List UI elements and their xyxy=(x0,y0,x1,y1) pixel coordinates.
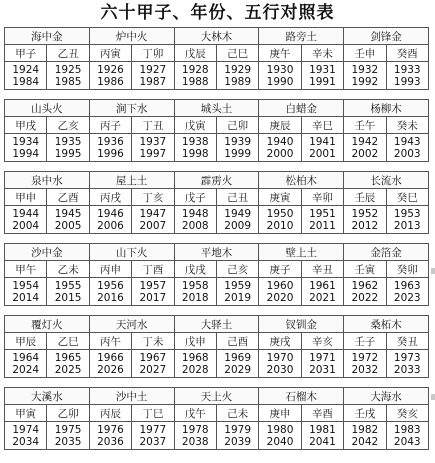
year-cell xyxy=(386,422,428,450)
nayin-row xyxy=(5,388,429,405)
nayin-row xyxy=(5,172,429,189)
year-second-cycle: 2043 xyxy=(393,435,421,448)
ganzhi-cell: 乙巳 xyxy=(47,333,89,350)
years-row xyxy=(5,62,429,90)
block-separator xyxy=(5,378,429,388)
year-first-cycle: 1937 xyxy=(139,135,167,148)
ganzhi-cell: 乙酉 xyxy=(47,189,89,206)
ganzhi-cell: 己酉 xyxy=(216,333,258,350)
year-first-cycle: 1971 xyxy=(309,351,336,364)
ganzhi-cell: 戊申 xyxy=(174,333,216,350)
year-cell xyxy=(47,206,89,234)
year-cell xyxy=(89,206,131,234)
year-second-cycle: 2021 xyxy=(309,291,336,304)
year-second-cycle: 1985 xyxy=(54,75,82,88)
year-second-cycle: 1993 xyxy=(393,75,421,88)
year-first-cycle: 1978 xyxy=(181,423,209,436)
year-cell xyxy=(259,278,301,306)
year-cell xyxy=(386,206,428,234)
ganzhi-cell: 戊子 xyxy=(174,189,216,206)
year-second-cycle: 2011 xyxy=(309,219,336,232)
year-second-cycle: 2031 xyxy=(309,363,336,376)
ganzhi-cell: 甲辰 xyxy=(5,333,47,350)
year-cell xyxy=(301,62,343,90)
ganzhi-cell: 乙亥 xyxy=(47,117,89,134)
year-second-cycle: 1984 xyxy=(12,75,40,88)
ganzhi-cell: 壬戌 xyxy=(344,405,386,422)
year-second-cycle: 1987 xyxy=(139,75,167,88)
year-second-cycle: 2005 xyxy=(54,219,82,232)
nayin-element-cell: 大驿土 xyxy=(174,316,259,333)
year-second-cycle: 2039 xyxy=(224,435,252,448)
year-second-cycle: 2028 xyxy=(181,363,209,376)
block-separator xyxy=(5,90,429,100)
year-cell xyxy=(47,278,89,306)
year-cell xyxy=(5,422,47,450)
ganzhi-cell: 癸亥 xyxy=(386,405,428,422)
nayin-element-cell: 杨柳木 xyxy=(344,100,429,117)
ganzhi-cell: 辛亥 xyxy=(301,333,343,350)
year-first-cycle: 1950 xyxy=(266,207,294,220)
year-cell xyxy=(386,278,428,306)
year-cell xyxy=(89,422,131,450)
year-cell xyxy=(216,350,258,378)
ganzhi-cell: 己亥 xyxy=(216,261,258,278)
year-first-cycle: 1951 xyxy=(309,207,336,220)
year-second-cycle: 2018 xyxy=(181,291,209,304)
year-cell xyxy=(386,350,428,378)
year-first-cycle: 1952 xyxy=(351,207,379,220)
year-cell xyxy=(5,62,47,90)
ganzhi-cell: 壬申 xyxy=(344,45,386,62)
year-first-cycle: 1962 xyxy=(351,279,379,292)
year-first-cycle: 1953 xyxy=(393,207,421,220)
year-second-cycle: 2009 xyxy=(224,219,252,232)
nayin-row xyxy=(5,100,429,117)
year-second-cycle: 2040 xyxy=(266,435,294,448)
year-second-cycle: 1988 xyxy=(181,75,209,88)
nayin-element-cell: 涧下水 xyxy=(89,100,174,117)
year-second-cycle: 2042 xyxy=(351,435,379,448)
year-cell xyxy=(259,134,301,162)
year-first-cycle: 1960 xyxy=(266,279,294,292)
year-cell xyxy=(174,278,216,306)
year-first-cycle: 1961 xyxy=(309,279,336,292)
year-second-cycle: 2034 xyxy=(12,435,40,448)
ganzhi-cell: 丁未 xyxy=(132,333,174,350)
year-first-cycle: 1945 xyxy=(54,207,82,220)
year-first-cycle: 1924 xyxy=(12,63,40,76)
ganzhi-row xyxy=(5,189,429,206)
year-cell xyxy=(174,134,216,162)
year-cell xyxy=(132,206,174,234)
year-second-cycle: 2023 xyxy=(393,291,421,304)
year-first-cycle: 1936 xyxy=(97,135,124,148)
year-second-cycle: 2012 xyxy=(351,219,379,232)
year-first-cycle: 1958 xyxy=(181,279,209,292)
year-first-cycle: 1966 xyxy=(97,351,124,364)
year-second-cycle: 2026 xyxy=(97,363,124,376)
year-first-cycle: 1956 xyxy=(97,279,124,292)
year-first-cycle: 1927 xyxy=(139,63,167,76)
ganzhi-cell: 壬午 xyxy=(344,117,386,134)
year-first-cycle: 1944 xyxy=(12,207,40,220)
ganzhi-cell: 己丑 xyxy=(216,189,258,206)
ganzhi-cell: 辛卯 xyxy=(301,189,343,206)
ganzhi-row xyxy=(5,333,429,350)
nayin-element-cell: 路旁土 xyxy=(259,28,344,45)
sexagenary-table xyxy=(4,27,429,450)
year-second-cycle: 2014 xyxy=(12,291,40,304)
ganzhi-cell: 乙未 xyxy=(47,261,89,278)
ganzhi-cell: 戊戌 xyxy=(174,261,216,278)
year-first-cycle: 1939 xyxy=(224,135,252,148)
year-second-cycle: 2029 xyxy=(224,363,252,376)
year-first-cycle: 1942 xyxy=(351,135,379,148)
year-cell xyxy=(174,422,216,450)
year-cell xyxy=(216,62,258,90)
year-second-cycle: 1997 xyxy=(139,147,167,160)
ganzhi-cell: 甲午 xyxy=(5,261,47,278)
year-cell xyxy=(174,350,216,378)
year-second-cycle: 2015 xyxy=(54,291,82,304)
page-title: 六十甲子、年份、五行对照表 xyxy=(100,3,335,23)
ganzhi-cell: 辛酉 xyxy=(301,405,343,422)
year-second-cycle: 2030 xyxy=(266,363,294,376)
nayin-element-cell: 长流水 xyxy=(344,172,429,189)
nayin-element-cell: 炉中火 xyxy=(89,28,174,45)
ganzhi-cell: 壬寅 xyxy=(344,261,386,278)
year-first-cycle: 1967 xyxy=(139,351,167,364)
year-first-cycle: 1982 xyxy=(351,423,379,436)
ganzhi-cell: 丁卯 xyxy=(132,45,174,62)
year-first-cycle: 1949 xyxy=(224,207,252,220)
nayin-element-cell: 城头土 xyxy=(174,100,259,117)
year-cell xyxy=(5,350,47,378)
year-cell xyxy=(259,350,301,378)
year-cell xyxy=(216,278,258,306)
ganzhi-cell: 庚午 xyxy=(259,45,301,62)
year-first-cycle: 1933 xyxy=(393,63,421,76)
year-first-cycle: 1943 xyxy=(393,135,421,148)
year-first-cycle: 1934 xyxy=(12,135,40,148)
year-cell xyxy=(216,422,258,450)
year-second-cycle: 2000 xyxy=(266,147,294,160)
year-second-cycle: 2016 xyxy=(97,291,124,304)
ganzhi-cell: 丙子 xyxy=(89,117,131,134)
nayin-row xyxy=(5,244,429,261)
nayin-element-cell: 沙中土 xyxy=(89,388,174,405)
nayin-element-cell: 山头火 xyxy=(5,100,90,117)
year-second-cycle: 2006 xyxy=(97,219,124,232)
year-first-cycle: 1965 xyxy=(54,351,82,364)
year-first-cycle: 1931 xyxy=(309,63,336,76)
year-cell xyxy=(89,350,131,378)
year-cell xyxy=(47,422,89,450)
nayin-element-cell: 天上火 xyxy=(174,388,259,405)
year-cell xyxy=(5,134,47,162)
year-second-cycle: 1989 xyxy=(224,75,252,88)
year-second-cycle: 2003 xyxy=(393,147,421,160)
ganzhi-cell: 壬子 xyxy=(344,333,386,350)
ganzhi-cell: 丁巳 xyxy=(132,405,174,422)
year-first-cycle: 1972 xyxy=(351,351,379,364)
nayin-element-cell: 海中金 xyxy=(5,28,90,45)
year-first-cycle: 1932 xyxy=(351,63,379,76)
ganzhi-cell: 甲戌 xyxy=(5,117,47,134)
ganzhi-cell: 戊辰 xyxy=(174,45,216,62)
year-first-cycle: 1925 xyxy=(54,63,82,76)
ganzhi-cell: 丙午 xyxy=(89,333,131,350)
year-second-cycle: 2004 xyxy=(12,219,40,232)
ganzhi-cell: 甲子 xyxy=(5,45,47,62)
year-cell xyxy=(259,62,301,90)
year-cell xyxy=(301,350,343,378)
nayin-element-cell: 平地木 xyxy=(174,244,259,261)
year-second-cycle: 2027 xyxy=(139,363,167,376)
year-first-cycle: 1940 xyxy=(266,135,294,148)
nayin-element-cell: 覆灯火 xyxy=(5,316,90,333)
year-first-cycle: 1947 xyxy=(139,207,167,220)
years-row xyxy=(5,206,429,234)
edge-mark xyxy=(431,394,435,400)
block-separator xyxy=(5,162,429,172)
year-cell xyxy=(301,422,343,450)
ganzhi-cell: 癸丑 xyxy=(386,333,428,350)
year-cell xyxy=(5,278,47,306)
ganzhi-cell: 壬辰 xyxy=(344,189,386,206)
ganzhi-cell: 癸巳 xyxy=(386,189,428,206)
year-cell xyxy=(344,134,386,162)
year-second-cycle: 2001 xyxy=(309,147,336,160)
year-first-cycle: 1963 xyxy=(393,279,421,292)
year-cell xyxy=(89,62,131,90)
year-cell xyxy=(89,278,131,306)
ganzhi-row xyxy=(5,45,429,62)
ganzhi-row xyxy=(5,117,429,134)
year-second-cycle: 2020 xyxy=(266,291,294,304)
ganzhi-cell: 辛未 xyxy=(301,45,343,62)
year-cell xyxy=(386,134,428,162)
ganzhi-cell: 辛丑 xyxy=(301,261,343,278)
year-first-cycle: 1954 xyxy=(12,279,40,292)
year-first-cycle: 1948 xyxy=(181,207,209,220)
ganzhi-cell: 丁丑 xyxy=(132,117,174,134)
ganzhi-cell: 己未 xyxy=(216,405,258,422)
year-first-cycle: 1928 xyxy=(181,63,209,76)
year-second-cycle: 2022 xyxy=(351,291,379,304)
block-separator xyxy=(5,306,429,316)
nayin-element-cell: 白蜡金 xyxy=(259,100,344,117)
year-second-cycle: 2008 xyxy=(181,219,209,232)
year-second-cycle: 2002 xyxy=(351,147,379,160)
year-second-cycle: 1994 xyxy=(12,147,40,160)
year-cell xyxy=(301,206,343,234)
year-cell xyxy=(47,62,89,90)
year-cell xyxy=(174,62,216,90)
nayin-element-cell: 山下火 xyxy=(89,244,174,261)
nayin-element-cell: 壁上土 xyxy=(259,244,344,261)
year-first-cycle: 1973 xyxy=(393,351,421,364)
year-cell xyxy=(47,134,89,162)
year-second-cycle: 2035 xyxy=(54,435,82,448)
ganzhi-cell: 庚辰 xyxy=(259,117,301,134)
year-first-cycle: 1938 xyxy=(181,135,209,148)
year-first-cycle: 1983 xyxy=(393,423,421,436)
nayin-element-cell: 天河水 xyxy=(89,316,174,333)
year-first-cycle: 1955 xyxy=(54,279,82,292)
nayin-element-cell: 霹雳火 xyxy=(174,172,259,189)
year-cell xyxy=(174,206,216,234)
ganzhi-cell: 戊午 xyxy=(174,405,216,422)
years-row xyxy=(5,134,429,162)
ganzhi-cell: 丙寅 xyxy=(89,45,131,62)
year-cell xyxy=(259,206,301,234)
year-cell xyxy=(301,278,343,306)
year-first-cycle: 1968 xyxy=(181,351,209,364)
year-second-cycle: 2037 xyxy=(139,435,167,448)
nayin-element-cell: 松柏木 xyxy=(259,172,344,189)
ganzhi-cell: 癸未 xyxy=(386,117,428,134)
ganzhi-cell: 甲寅 xyxy=(5,405,47,422)
year-first-cycle: 1975 xyxy=(54,423,82,436)
ganzhi-cell: 戊寅 xyxy=(174,117,216,134)
ganzhi-row xyxy=(5,405,429,422)
year-first-cycle: 1935 xyxy=(54,135,82,148)
year-cell xyxy=(89,134,131,162)
ganzhi-cell: 甲申 xyxy=(5,189,47,206)
year-cell xyxy=(132,350,174,378)
year-cell xyxy=(132,278,174,306)
nayin-row xyxy=(5,28,429,45)
ganzhi-cell: 丁酉 xyxy=(132,261,174,278)
year-cell xyxy=(344,350,386,378)
nayin-element-cell: 钗钏金 xyxy=(259,316,344,333)
edge-mark xyxy=(431,268,435,274)
ganzhi-cell: 庚申 xyxy=(259,405,301,422)
year-first-cycle: 1981 xyxy=(309,423,336,436)
ganzhi-cell: 癸酉 xyxy=(386,45,428,62)
year-second-cycle: 2041 xyxy=(309,435,336,448)
nayin-element-cell: 屋上土 xyxy=(89,172,174,189)
ganzhi-cell: 丙戌 xyxy=(89,189,131,206)
year-cell xyxy=(5,206,47,234)
nayin-element-cell: 剑锋金 xyxy=(344,28,429,45)
year-second-cycle: 1986 xyxy=(97,75,124,88)
ganzhi-cell: 己巳 xyxy=(216,45,258,62)
year-cell xyxy=(132,62,174,90)
year-second-cycle: 1991 xyxy=(309,75,336,88)
nayin-row xyxy=(5,316,429,333)
year-second-cycle: 2024 xyxy=(12,363,40,376)
year-first-cycle: 1959 xyxy=(224,279,252,292)
nayin-element-cell: 泉中水 xyxy=(5,172,90,189)
year-second-cycle: 1992 xyxy=(351,75,379,88)
year-cell xyxy=(132,422,174,450)
ganzhi-cell: 庚子 xyxy=(259,261,301,278)
nayin-element-cell: 大林木 xyxy=(174,28,259,45)
year-cell xyxy=(386,62,428,90)
year-cell xyxy=(301,134,343,162)
year-second-cycle: 2010 xyxy=(266,219,294,232)
year-cell xyxy=(344,62,386,90)
year-second-cycle: 2033 xyxy=(393,363,421,376)
year-first-cycle: 1930 xyxy=(266,63,294,76)
year-first-cycle: 1941 xyxy=(309,135,336,148)
ganzhi-cell: 丙申 xyxy=(89,261,131,278)
nayin-element-cell: 桑柘木 xyxy=(344,316,429,333)
nayin-element-cell: 沙中金 xyxy=(5,244,90,261)
year-second-cycle: 1998 xyxy=(181,147,209,160)
years-row xyxy=(5,422,429,450)
years-row xyxy=(5,350,429,378)
year-first-cycle: 1977 xyxy=(139,423,167,436)
ganzhi-cell: 辛巳 xyxy=(301,117,343,134)
ganzhi-row xyxy=(5,261,429,278)
year-cell xyxy=(259,422,301,450)
year-cell xyxy=(47,350,89,378)
years-row xyxy=(5,278,429,306)
ganzhi-cell: 丙辰 xyxy=(89,405,131,422)
year-second-cycle: 1999 xyxy=(224,147,252,160)
year-first-cycle: 1970 xyxy=(266,351,294,364)
year-cell xyxy=(216,206,258,234)
nayin-element-cell: 石榴木 xyxy=(259,388,344,405)
year-first-cycle: 1957 xyxy=(139,279,167,292)
year-cell xyxy=(344,278,386,306)
ganzhi-cell: 庚寅 xyxy=(259,189,301,206)
year-second-cycle: 2013 xyxy=(393,219,421,232)
ganzhi-cell: 癸卯 xyxy=(386,261,428,278)
year-first-cycle: 1946 xyxy=(97,207,124,220)
year-cell xyxy=(344,422,386,450)
block-separator xyxy=(5,234,429,244)
year-cell xyxy=(344,206,386,234)
year-second-cycle: 2038 xyxy=(181,435,209,448)
year-second-cycle: 2007 xyxy=(139,219,167,232)
year-first-cycle: 1979 xyxy=(224,423,252,436)
year-second-cycle: 2032 xyxy=(351,363,379,376)
year-first-cycle: 1974 xyxy=(12,423,40,436)
year-first-cycle: 1976 xyxy=(97,423,124,436)
year-cell xyxy=(132,134,174,162)
year-first-cycle: 1969 xyxy=(224,351,252,364)
year-first-cycle: 1980 xyxy=(266,423,294,436)
ganzhi-cell: 乙卯 xyxy=(47,405,89,422)
ganzhi-cell: 丁亥 xyxy=(132,189,174,206)
nayin-element-cell: 大溪水 xyxy=(5,388,90,405)
year-second-cycle: 1990 xyxy=(266,75,294,88)
year-second-cycle: 2017 xyxy=(139,291,167,304)
ganzhi-cell: 乙丑 xyxy=(47,45,89,62)
year-second-cycle: 2019 xyxy=(224,291,252,304)
year-second-cycle: 2025 xyxy=(54,363,82,376)
year-cell xyxy=(216,134,258,162)
ganzhi-cell: 庚戌 xyxy=(259,333,301,350)
year-second-cycle: 2036 xyxy=(97,435,124,448)
year-first-cycle: 1926 xyxy=(97,63,124,76)
ganzhi-cell: 己卯 xyxy=(216,117,258,134)
year-second-cycle: 1996 xyxy=(97,147,124,160)
year-first-cycle: 1964 xyxy=(12,351,40,364)
year-first-cycle: 1929 xyxy=(224,63,252,76)
nayin-element-cell: 大海水 xyxy=(344,388,429,405)
year-second-cycle: 1995 xyxy=(54,147,82,160)
nayin-element-cell: 金箔金 xyxy=(344,244,429,261)
